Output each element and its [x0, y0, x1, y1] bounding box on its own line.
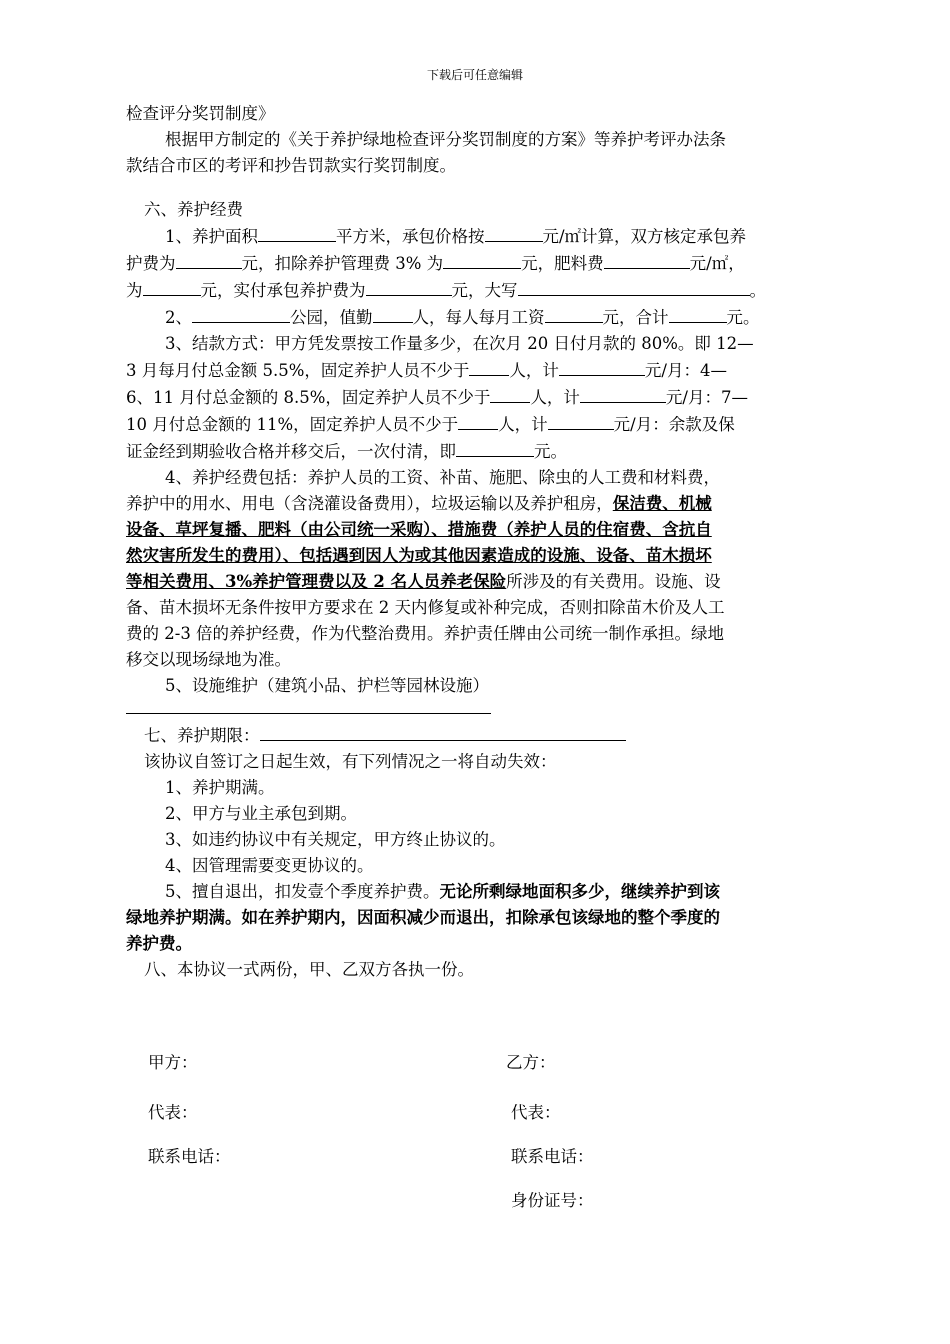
- blank-in-words[interactable]: [518, 277, 750, 296]
- section5-para-line1: 根据甲方制定的《关于养护绿地检查评分奖罚制度的方案》等养护考评办法条: [165, 130, 726, 149]
- section6-item4-line3: 设备、草坪复播、肥料（由公司统一采购）、措施费（养护人员的住宿费、含抗自: [126, 520, 712, 539]
- blank-facility[interactable]: [126, 699, 491, 714]
- section7-item5-line1: 5、擅自退出，扣发壹个季度养护费。无论所剩绿地面积多少，继续养护到该: [165, 882, 720, 901]
- party-b-id-label: 身份证号：: [511, 1191, 594, 1210]
- blank-fertilizer[interactable]: [604, 250, 690, 269]
- page-header: 下载后可任意编辑: [426, 68, 523, 82]
- section6-item3-line2: 3 月每月付总金额 5.5%，固定养护人员不少于 人，计 元/月：4—: [126, 357, 826, 384]
- section6-item3-line4: 10 月付总金额的 11%，固定养护人员不少于 人，计 元/月：余款及保: [126, 411, 826, 438]
- party-a-label: 甲方：: [148, 1053, 198, 1072]
- section6-title: 六、养护经费: [144, 200, 243, 219]
- section6-item4-line5: 等相关费用、3%养护管理费以及 2 名人员养老保险所涉及的有关费用。设施、设: [126, 572, 721, 591]
- blank-area[interactable]: [258, 223, 336, 242]
- section6-item4-line6: 备、苗木损坏无条件按甲方要求在 2 天内修复或补种完成，否则扣除苗木价及人工: [126, 598, 725, 617]
- section7-item5-line2: 绿地养护期满。如在养护期内，因面积减少而退出，扣除承包该绿地的整个季度的: [126, 908, 720, 927]
- section6-item5: 5、设施维护（建筑小品、护栏等园林设施）: [165, 676, 489, 695]
- section7-item5-line3: 养护费。: [126, 934, 192, 953]
- blank-staff-q3[interactable]: [458, 411, 498, 430]
- blank-fertilizer-total[interactable]: [143, 277, 201, 296]
- section6-item1-line2: 护费为 元，扣除养护管理费 3% 为 元，肥料费 元/㎡，: [126, 250, 826, 277]
- blank-paid[interactable]: [366, 277, 452, 296]
- section8: 八、本协议一式两份，甲、乙双方各执一份。: [144, 960, 474, 979]
- section6-item1-line3: 为 元，实付承包养护费为 元，大写 。: [126, 277, 826, 304]
- party-a-rep-label: 代表：: [148, 1103, 198, 1122]
- party-a-phone-label: 联系电话：: [148, 1147, 231, 1166]
- section6-item4-line7: 费的 2-3 倍的养护经费，作为代整治费用。养护责任牌由公司统一制作承担。绿地: [126, 624, 725, 643]
- party-b-phone-label: 联系电话：: [511, 1147, 594, 1166]
- section6-item3-line1: 3、结款方式：甲方凭发票按工作量多少，在次月 20 日付月款的 80%。即 12—: [165, 334, 754, 353]
- section6-item4-line4: 然灾害所发生的费用）、包括遇到因人为或其他因素造成的设施、设备、苗木损坏: [126, 546, 712, 565]
- section6-item4-line8: 移交以现场绿地为准。: [126, 650, 291, 669]
- section6-item4-line2: 养护中的用水、用电（含浇灌设备费用），垃圾运输以及养护租房，保洁费、机械: [126, 494, 712, 513]
- blank-amount-q1[interactable]: [559, 357, 645, 376]
- section5-tail: 检查评分奖罚制度》: [126, 104, 275, 123]
- blank-price[interactable]: [485, 223, 543, 242]
- blank-fee[interactable]: [176, 250, 242, 269]
- blank-staff[interactable]: [373, 304, 413, 323]
- blank-park[interactable]: [192, 304, 290, 323]
- blank-total[interactable]: [669, 304, 727, 323]
- blank-amount-q3[interactable]: [548, 411, 614, 430]
- contract-body: [126, 101, 826, 983]
- section7-item2: 2、甲方与业主承包到期。: [165, 804, 357, 823]
- blank-staff-q1[interactable]: [469, 357, 509, 376]
- party-b-rep-label: 代表：: [511, 1103, 561, 1122]
- blank-staff-q2[interactable]: [490, 384, 530, 403]
- blank-net[interactable]: [443, 250, 521, 269]
- section6-item4-line1: 4、养护经费包括：养护人员的工资、补苗、施肥、除虫的人工费和材料费，: [165, 468, 720, 487]
- section7-intro: 该协议自签订之日起生效，有下列情况之一将自动失效：: [144, 752, 557, 771]
- blank-amount-q2[interactable]: [580, 384, 666, 403]
- section7-title: 七、养护期限：: [126, 722, 826, 749]
- section6-item3-line3: 6、11 月付总金额的 8.5%，固定养护人员不少于 人，计 元/月：7—: [126, 384, 826, 411]
- section6-item3-line5: 证金经到期验收合格并移交后，一次付清，即 元。: [126, 438, 826, 465]
- section6-item1-line1: 1、养护面积 平方米，承包价格按 元/㎡计算，双方核定承包养: [126, 223, 826, 250]
- blank-wage[interactable]: [545, 304, 603, 323]
- blank-term[interactable]: [260, 722, 626, 741]
- section5-para-line2: 款结合市区的考评和抄告罚款实行奖罚制度。: [126, 156, 456, 175]
- section6-item2: 2、 公园，值勤 人，每人每月工资 元，合计 元。: [126, 304, 826, 331]
- section7-item3: 3、如违约协议中有关规定，甲方终止协议的。: [165, 830, 506, 849]
- section7-item4: 4、因管理需要变更协议的。: [165, 856, 374, 875]
- section7-item1: 1、养护期满。: [165, 778, 275, 797]
- party-b-label: 乙方：: [506, 1053, 556, 1072]
- blank-final[interactable]: [456, 438, 534, 457]
